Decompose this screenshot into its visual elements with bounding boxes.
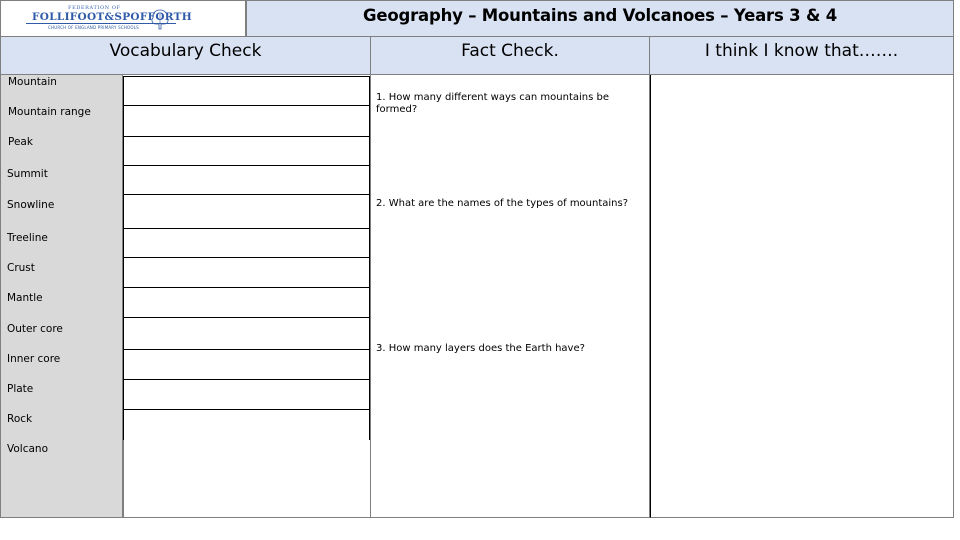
definition-box-crust[interactable] — [123, 257, 370, 288]
definition-box-plate[interactable] — [123, 379, 370, 410]
vocab-term-volcano: Volcano — [7, 443, 48, 455]
definition-box-peak[interactable] — [123, 136, 370, 166]
vocab-term-mountain-range: Mountain range — [8, 106, 91, 118]
page-title: Geography – Mountains and Volcanoes – Years 3 & 4 — [363, 6, 837, 25]
definition-box-outer-core[interactable] — [123, 317, 370, 350]
definition-box-mantle[interactable] — [123, 287, 370, 318]
vocab-term-mantle: Mantle — [7, 292, 43, 304]
vocab-term-inner-core: Inner core — [7, 353, 61, 365]
logo-school-names: FOLLIFOOT&SPOFFORTH — [32, 11, 192, 23]
vocab-term-summit: Summit — [7, 168, 48, 180]
definition-box-rock[interactable] — [123, 409, 370, 441]
logo-subtitle: CHURCH OF ENGLAND PRIMARY SCHOOLS — [48, 25, 139, 30]
definition-box-mountain-range[interactable] — [123, 105, 370, 137]
question-1: 1. How many different ways can mountains be formed? — [376, 92, 610, 115]
i-think-i-know-answer-area[interactable] — [650, 75, 954, 518]
definition-box-summit[interactable] — [123, 165, 370, 195]
vocab-term-mountain: Mountain — [8, 76, 57, 88]
definition-box-volcano[interactable] — [123, 440, 370, 518]
logo-top-text: FEDERATION OF — [68, 5, 121, 11]
fact-check-header: Fact Check. — [370, 37, 650, 75]
vocab-term-rock: Rock — [7, 413, 33, 425]
definition-box-treeline[interactable] — [123, 228, 370, 258]
fact-check-answer-area[interactable] — [370, 75, 650, 518]
vocabulary-term-column — [0, 75, 123, 518]
vocab-term-treeline: Treeline — [7, 232, 48, 244]
question-2: 2. What are the names of the types of mountains? — [376, 198, 629, 209]
vocab-term-peak: Peak — [8, 136, 33, 148]
title-bar — [246, 0, 954, 37]
vocab-term-crust: Crust — [7, 262, 35, 274]
definition-box-inner-core[interactable] — [123, 349, 370, 380]
i-think-i-know-header: I think I know that……. — [650, 37, 954, 75]
question-3: 3. How many layers does the Earth have? — [376, 343, 585, 354]
vocabulary-check-header: Vocabulary Check — [0, 37, 370, 75]
definition-box-snowline[interactable] — [123, 194, 370, 229]
vocab-term-plate: Plate — [7, 383, 34, 395]
tree-emblem-icon — [148, 8, 172, 30]
definition-box-mountain[interactable] — [123, 76, 370, 106]
vocab-term-outer-core: Outer core — [7, 323, 63, 335]
vocab-term-snowline: Snowline — [7, 199, 55, 211]
